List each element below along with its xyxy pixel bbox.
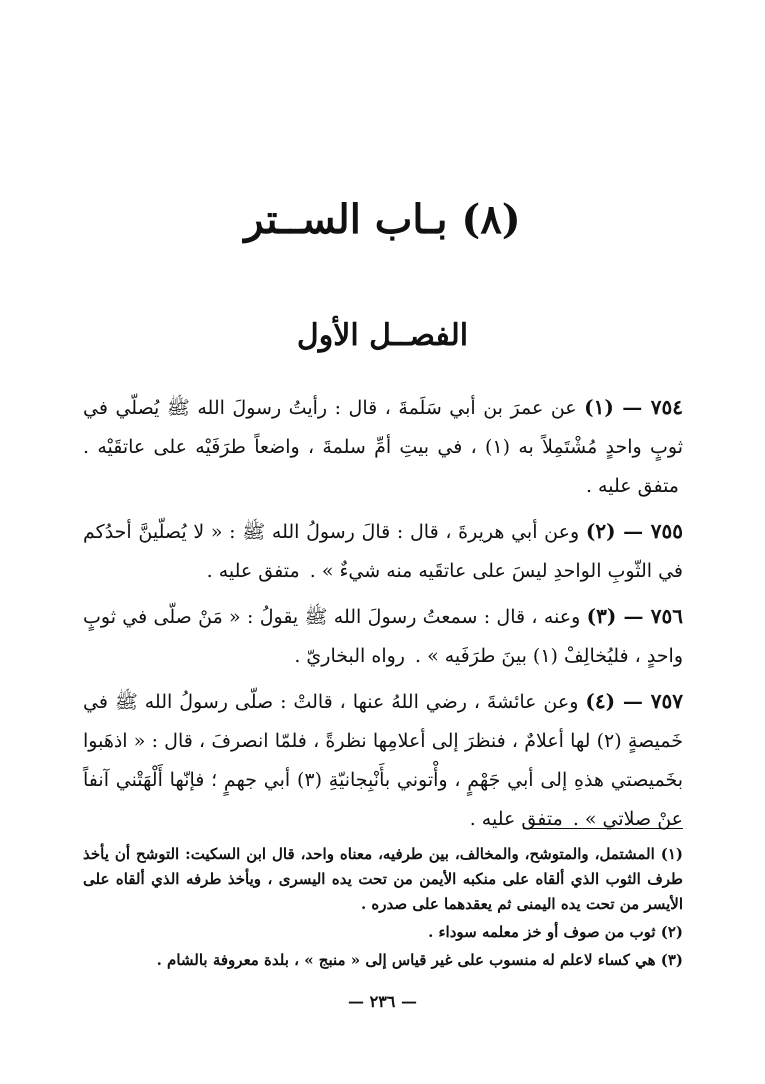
hadith-reference: متفق عليه . — [469, 808, 563, 830]
hadith-list — [83, 388, 683, 845]
hadith-reference: متفق عليه . — [585, 475, 679, 497]
hadith-number: ٧٥٦ — (٣) — [586, 604, 683, 628]
footnote-1: (١) المشتمل، والمتوشح، والمخالف، بين طرفيه، معناه واحد، قال ابن السكيت: التوشح أن يأخذ طرف الثوب الذي ألقاه على منكبه الأيمن من تحت يده اليسرى ، ويأخذ طرفه الذي ألقاه على الأيسر من تحت يده اليمنى ثم يعقدهما على صدره . — [83, 845, 683, 913]
hadith-number: ٧٥٤ — (١) — [584, 395, 683, 419]
hadith-reference: رواه البخاريّ . — [294, 645, 405, 667]
hadith-reference: متفق عليه . — [206, 560, 300, 582]
hadith-755 — [83, 512, 683, 591]
footnotes — [83, 842, 683, 976]
hadith-text: وعن عائشةَ ، رضي اللهُ عنها ، قالتْ : صلّى رسولُ الله ﷺ في خَميصةٍ (٢) لها أعلامٌ ، فنظرَ إلى أعلامِها نظرةً ، فلمّا انصرفَ ، قال : « اذهَبوا بخَميصتي هذهِ إلى أبي جَهْمٍ ، وأْتوني بأَنْبِجانيّةِ (٣) أبي جهمٍ ؛ فإنّها أَلْهَتْني آنفاً عنْ صلاتي » . — [83, 691, 684, 830]
hadith-754 — [83, 388, 683, 506]
chapter-title: (٨) بـاب الســتر — [244, 196, 521, 243]
hadith-text: عن عمرَ بن أبي سَلَمةَ ، قال : رأيتُ رسولَ الله ﷺ يُصلّي في ثوبٍ واحدٍ مُشْتَمِلاً به (١) ، في بيتِ أمِّ سلمةَ ، واضعاً طرَفَيْه على عاتقَيْه . — [83, 397, 684, 458]
section-title: الفصــل الأول — [296, 318, 469, 353]
hadith-number: ٧٥٥ — (٢) — [585, 519, 684, 543]
hadith-number: ٧٥٧ — (٤) — [585, 689, 683, 713]
hadith-text: وعن أبي هريرةَ ، قال : قالَ رسولُ الله ﷺ : « لا يُصلّينَّ أحدُكم في الثّوبِ الواحدِ ليسَ على عاتقَيه منه شيءٌ » . — [83, 521, 683, 582]
footnote-separator — [523, 828, 683, 829]
footnote-2: (٢) ثوب من صوف أو خز معلمه سوداء . — [428, 923, 683, 941]
hadith-text: وعنه ، قال : سمعتُ رسولَ الله ﷺ يقولُ : « مَنْ صلّى في ثوبٍ واحدٍ ، فليُخالِفْ (١) بينَ طرَفَيه » . — [83, 606, 683, 667]
footnote-3: (٣) هي كساء لاعلم له منسوب على غير قياس إلى « منبج » ، بلدة معروفة بالشام . — [156, 951, 683, 969]
hadith-756 — [83, 597, 683, 676]
page-number: — ٢٣٦ — — [348, 992, 417, 1011]
hadith-757 — [83, 682, 683, 839]
